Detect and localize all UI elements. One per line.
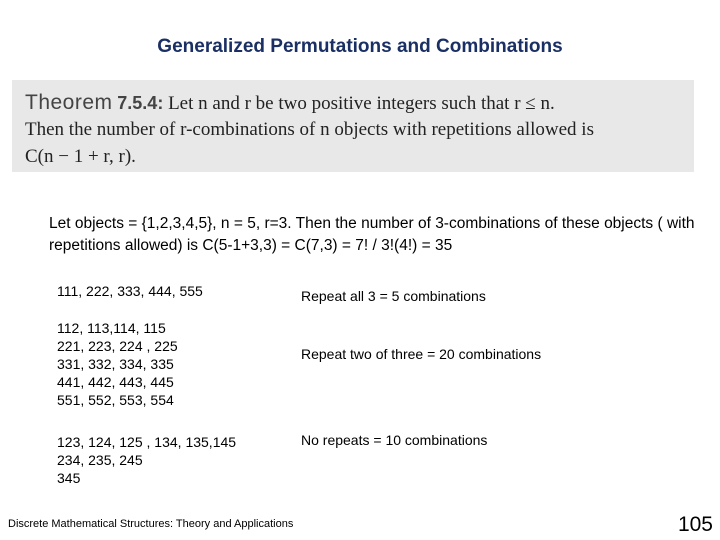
combination-desc-repeat-all: Repeat all 3 = 5 combinations bbox=[301, 288, 486, 304]
combination-group-repeat-all: 111, 222, 333, 444, 555 bbox=[57, 283, 203, 299]
theorem-statement-1: Let n and r be two positive integers such that r ≤ n. bbox=[168, 93, 555, 114]
theorem-line-1 bbox=[25, 89, 555, 117]
page-number: 105 bbox=[677, 513, 713, 536]
slide-title: Generalized Permutations and Combinations bbox=[157, 36, 563, 57]
theorem-heading: Theorem bbox=[25, 91, 113, 114]
theorem-box bbox=[12, 80, 694, 172]
combination-group-no-repeat: 123, 124, 125 , 134, 135,145 234, 235, 245 345 bbox=[57, 434, 237, 486]
example-intro: Let objects = {1,2,3,4,5}, n = 5, r=3. Then the number of 3-combinations of these objects ( with repetitions allowed) is C(5-1+3,3) = C(7,3) = 7! / 3!(4!) = 35 bbox=[49, 215, 695, 254]
combination-desc-repeat-two: Repeat two of three = 20 combinations bbox=[301, 346, 542, 362]
footer-text: Discrete Mathematical Structures: Theory and Applications bbox=[8, 518, 294, 530]
theorem-formula: C(n − 1 + r, r). bbox=[25, 146, 136, 167]
theorem-number: 7.5.4: bbox=[117, 93, 164, 113]
theorem-statement-2: Then the number of r-combinations of n objects with repetitions allowed is bbox=[25, 119, 594, 140]
combination-group-repeat-two: 112, 113,114, 115 221, 223, 224 , 225 331, 332, 334, 335 441, 442, 443, 445 551, 552, 553, 554 bbox=[57, 320, 178, 408]
combination-desc-no-repeat: No repeats = 10 combinations bbox=[301, 432, 488, 448]
